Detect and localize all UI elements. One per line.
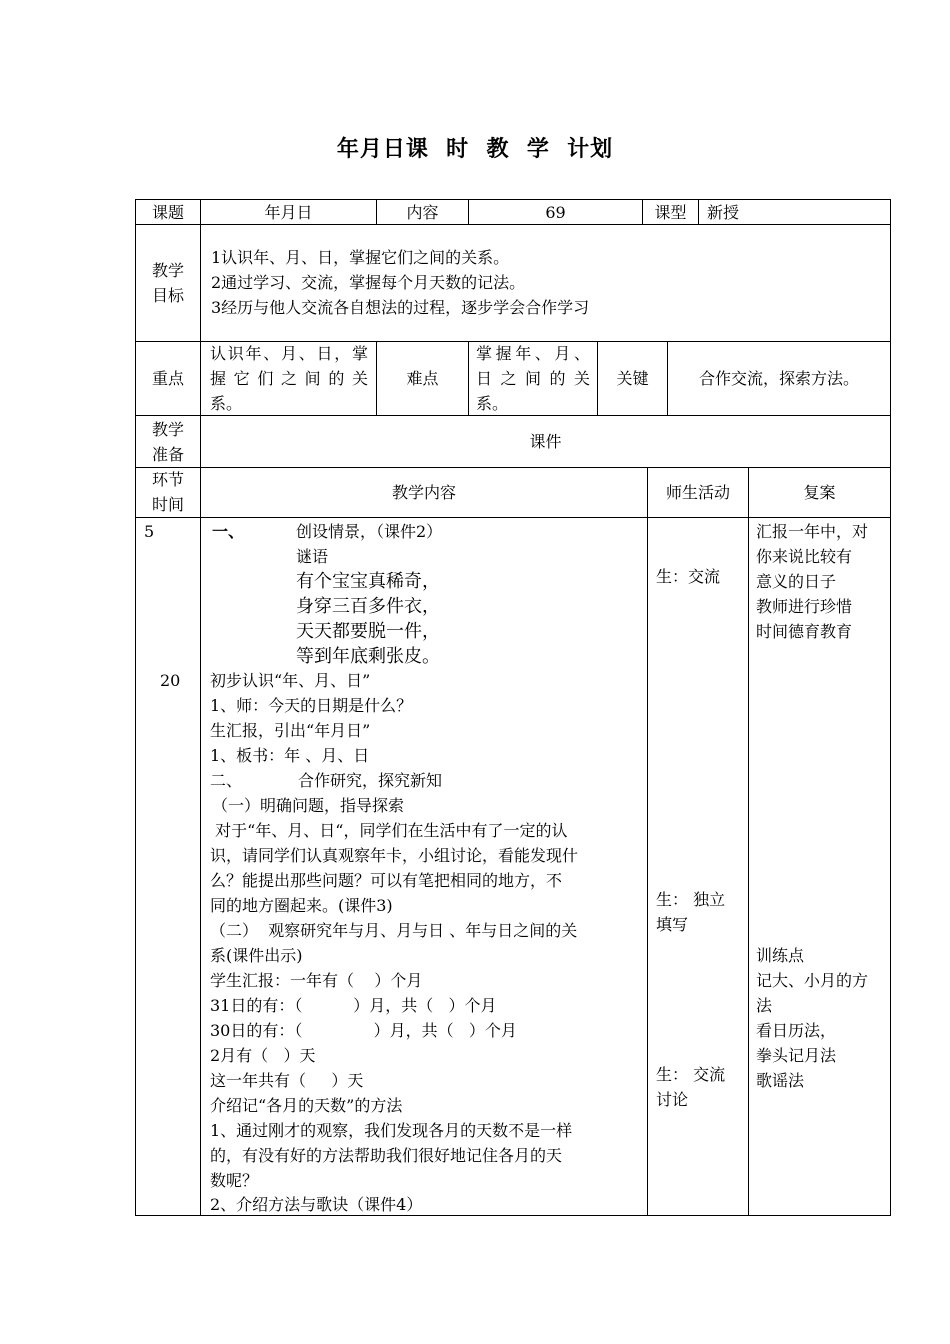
content-line: 数呢？ [210, 1171, 259, 1190]
topic-label: 课题 [151, 202, 184, 222]
content-label: 内容 [406, 202, 439, 222]
page-title: 年月日课 时 教 学 计划 [336, 137, 614, 162]
lesson-type-label: 课型 [654, 202, 687, 222]
time-value: 20 [160, 671, 181, 690]
difficulty-value: 掌握年、月、 日 之 间 的 关 系。 [476, 344, 590, 413]
goal-item: 2通过学习、交流，掌握每个月天数的记法。 [211, 273, 526, 292]
content-line: 的，有没有好的方法帮助我们很好地记住各月的天 [210, 1146, 563, 1165]
goals-label: 教学 目标 [151, 261, 184, 305]
section-number: 一、 [212, 522, 245, 541]
review-line: 时间德育教育 [756, 622, 853, 641]
section-number: 二、 [210, 771, 243, 790]
content-line: 么？能提出那些问题？可以有笔把相同的地方，不 [210, 871, 563, 890]
key-point-value: 认识年、月、日，掌 握 它 们 之 间 的 关 系。 [210, 344, 368, 413]
content-line: 初步认识“年、月、日” [210, 671, 371, 690]
content-line: 1、师：今天的日期是什么？ [210, 696, 413, 715]
prep-value: 课件 [529, 432, 562, 451]
review-line: 训练点 [756, 946, 805, 965]
report-line: 31日的有：（ ）月，共（ ）个月 [210, 996, 497, 1015]
key-point-label: 重点 [151, 369, 184, 388]
riddle-line: 等到年底剩张皮。 [296, 646, 440, 667]
prep-label: 教学 准备 [151, 420, 184, 464]
review-line: 拳头记月法 [756, 1046, 837, 1065]
goals-list [211, 245, 881, 320]
report-line: 介绍记“各月的天数”的方法 [210, 1096, 403, 1115]
step-title: 系(课件出示) [210, 946, 303, 965]
key-value: 合作交流，探索方法。 [698, 369, 859, 388]
activity-item: 生： 独立 [656, 890, 726, 909]
key-label: 关键 [616, 369, 649, 388]
report-line: 2月有（ ）天 [210, 1046, 316, 1065]
section-title: 合作研究，探究新知 [298, 771, 443, 790]
content-line: 1、通过刚才的观察，我们发现各月的天数不是一样 [210, 1121, 573, 1140]
goal-item: 1认识年、月、日，掌握它们之间的关系。 [211, 248, 510, 267]
review-line: 汇报一年中，对 [756, 522, 869, 541]
riddle-label: 谜语 [296, 547, 329, 566]
review-line: 记大、小月的方 [756, 971, 869, 990]
step-title: （一）明确问题，指导探索 [212, 796, 405, 815]
step-title: （二） 观察研究年与月、月与日 、年与日之间的关 [210, 921, 578, 940]
review-line: 意义的日子 [756, 572, 837, 591]
content-header: 教学内容 [391, 483, 456, 502]
activity-item: 讨论 [656, 1090, 689, 1109]
report-line: 学生汇报：一年有（ ）个月 [210, 971, 423, 990]
time-header: 环节 时间 [151, 470, 184, 514]
report-line: 30日的有：（ ）月，共（ ）个月 [210, 1021, 517, 1040]
activity-item: 生： 交流 [656, 1065, 726, 1084]
content-line: 1、板书：年 、月、日 [210, 746, 370, 765]
section-title: 创设情景，（课件2） [296, 522, 443, 541]
review-line: 法 [756, 996, 773, 1015]
review-line: 教师进行珍惜 [756, 597, 853, 616]
review-header: 复案 [803, 483, 836, 502]
lesson-type-value: 新授 [707, 202, 740, 222]
content-line: 生汇报，引出“年月日” [210, 721, 371, 740]
time-value: 5 [144, 522, 155, 541]
riddle-line: 有个宝宝真稀奇， [296, 571, 440, 592]
review-line: 你来说比较有 [756, 547, 853, 566]
riddle-line: 身穿三百多件衣， [296, 596, 440, 617]
activity-item: 填写 [656, 915, 689, 934]
topic-value: 年月日 [264, 202, 313, 222]
report-line: 这一年共有（ ）天 [210, 1071, 364, 1090]
content-line: 识，请同学们认真观察年卡，小组讨论，看能发现什 [210, 846, 579, 865]
content-value: 69 [545, 202, 566, 222]
content-line: 2、介绍方法与歌诀（课件4） [210, 1195, 423, 1214]
content-line: 同的地方圈起来。(课件3) [210, 896, 393, 915]
goal-item: 3经历与他人交流各自想法的过程，逐步学会合作学习 [211, 298, 590, 317]
review-line: 看日历法， [756, 1021, 837, 1040]
activity-item: 生：交流 [656, 567, 721, 586]
riddle-line: 天天都要脱一件， [296, 621, 440, 642]
review-line: 歌谣法 [756, 1071, 805, 1090]
content-line: 对于“年、月、日“，同学们在生活中有了一定的认 [210, 821, 568, 840]
difficulty-label: 难点 [406, 369, 439, 388]
activity-header: 师生活动 [665, 483, 730, 502]
